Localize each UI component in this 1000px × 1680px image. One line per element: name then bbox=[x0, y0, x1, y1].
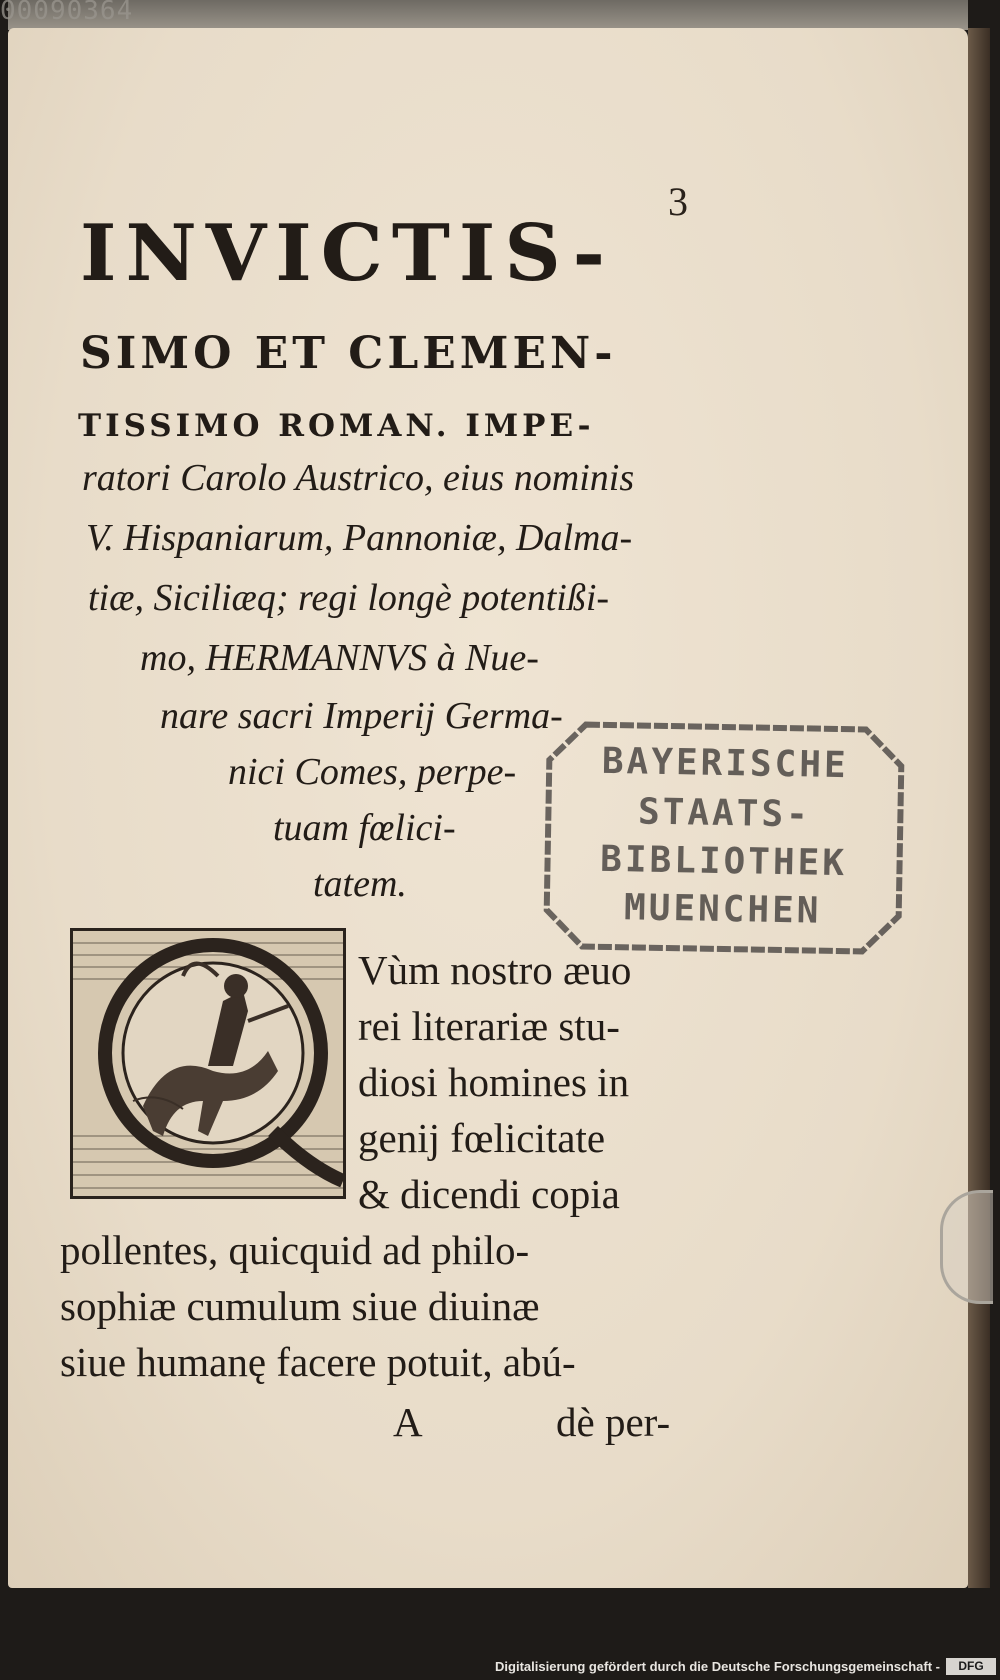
scan-id-label: 00090364 bbox=[0, 0, 134, 26]
library-stamp bbox=[542, 720, 906, 956]
dedication-line-8: tatem. bbox=[313, 863, 407, 905]
dedication-line-1: ratori Carolo Austrico, eius nominis bbox=[82, 457, 635, 499]
woodcut-initial bbox=[70, 928, 346, 1199]
title-line-3: TISSIMO ROMAN. IMPE- bbox=[78, 408, 595, 444]
dedication-line-6: nici Comes, perpe- bbox=[228, 751, 517, 793]
book-page bbox=[8, 28, 968, 1588]
book-top-edge bbox=[8, 0, 968, 30]
footer-credit: Digitalisierung gefördert durch die Deutsche Forschungsgemeinschaft - bbox=[495, 1659, 940, 1674]
body-line-6: pollentes, quicquid ad philo- bbox=[60, 1227, 530, 1273]
dedication-line-5: nare sacri Imperij Germa- bbox=[160, 695, 563, 737]
title-line-2: SIMO ET CLEMEN- bbox=[80, 328, 617, 379]
signature-mark: A bbox=[393, 1399, 423, 1445]
body-line-7: sophiæ cumulum siue diuinæ bbox=[60, 1283, 540, 1329]
dedication-line-2: V. Hispaniarum, Pannoniæ, Dalma- bbox=[86, 517, 633, 559]
stamp-line-4: MUENCHEN bbox=[623, 887, 822, 932]
stamp-line-2: STAATS- bbox=[637, 791, 812, 836]
dfg-logo: DFG bbox=[946, 1658, 996, 1675]
dedication-line-7: tuam fœlici- bbox=[273, 807, 456, 849]
stamp-line-1: BAYERISCHE bbox=[601, 740, 850, 787]
dedication-line-4: mo, HERMANNVS à Nue- bbox=[140, 637, 539, 679]
decorated-initial-q-horseman-icon bbox=[73, 931, 343, 1196]
body-line-8: siue humanę facere potuit, abú- bbox=[60, 1339, 576, 1385]
body-line-2: rei literariæ stu- bbox=[358, 1003, 620, 1049]
catchword: dè per- bbox=[556, 1399, 671, 1445]
body-line-3: diosi homines in bbox=[358, 1059, 630, 1105]
dedication-line-3: tiæ, Siciliæq; regi longè potentißi- bbox=[88, 577, 610, 619]
title-line-1: INVICTIS- bbox=[80, 208, 614, 299]
body-line-5: & dicendi copia bbox=[358, 1171, 620, 1217]
folio-number: 3 bbox=[668, 179, 688, 224]
body-line-4: genij fœlicitate bbox=[358, 1115, 606, 1161]
book-edge-right bbox=[968, 28, 990, 1588]
body-line-1: Vùm nostro æuo bbox=[358, 947, 632, 993]
stamp-line-3: BIBLIOTHEK bbox=[599, 838, 848, 885]
page-clip bbox=[940, 1190, 993, 1304]
